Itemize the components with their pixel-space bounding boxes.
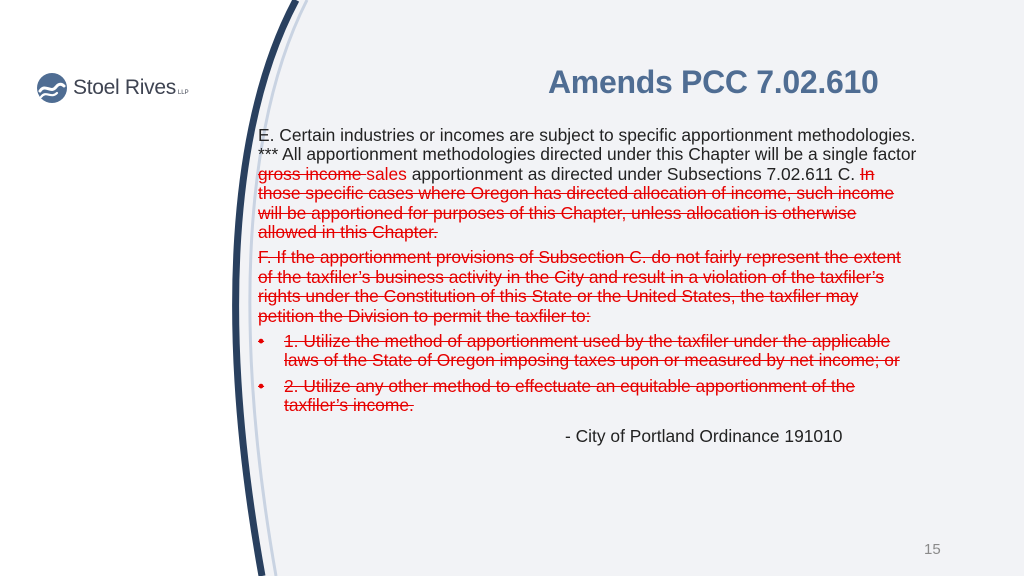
ordinance-text (258, 126, 918, 446)
deleted-paragraph-f: F. If the apportionment provisions of Subsection C. do not fairly represent the extent of the taxfiler’s business activity in the City and result in a violation of the taxfiler’s rights under the Constitution of this State or the United States, the taxfiler may petition the Division to permit the taxfiler to: (258, 247, 901, 326)
page-number: 15 (924, 541, 941, 558)
deleted-allocation-sentence: In those specific cases where Oregon has directed allocation of income, such income will be apportioned for purposes of this Chapter, unless allocation is otherwise allowed in this Chapter. (258, 163, 895, 243)
list-item (258, 377, 918, 416)
logo-wordmark: Stoel Rives (73, 76, 176, 99)
bullet-mark: • (258, 375, 265, 396)
company-logo (36, 72, 189, 104)
bullet-mark: • (258, 331, 265, 352)
paragraph-e (258, 126, 918, 242)
slide-title: Amends PCC 7.02.610 (548, 64, 879, 100)
stoel-rives-logo-icon (36, 72, 68, 104)
para-e-text-1: E. Certain industries or incomes are subject to specific apportionment methodologies. *** All apportionment methodologies directed under this Chapter will be a single factor (258, 125, 917, 165)
logo-llp: LLP (177, 89, 189, 96)
bullet-list (258, 332, 918, 416)
inserted-sales: sales (366, 163, 407, 184)
paragraph-f (258, 248, 918, 326)
bullet-text: 1. Utilize the method of apportionment used by the taxfiler under the applicable laws of the State of Oregon imposing taxes upon or measured by net income; or (284, 331, 900, 371)
deleted-gross-income: gross income (258, 163, 367, 184)
list-item (258, 332, 918, 371)
bullet-text: 2. Utilize any other method to effectuate an equitable apportionment of the taxfiler’s income. (284, 375, 856, 416)
source-citation: - City of Portland Ordinance 191010 (565, 425, 843, 446)
para-e-text-2: apportionment as directed under Subsections 7.02.611 C. (406, 163, 860, 184)
